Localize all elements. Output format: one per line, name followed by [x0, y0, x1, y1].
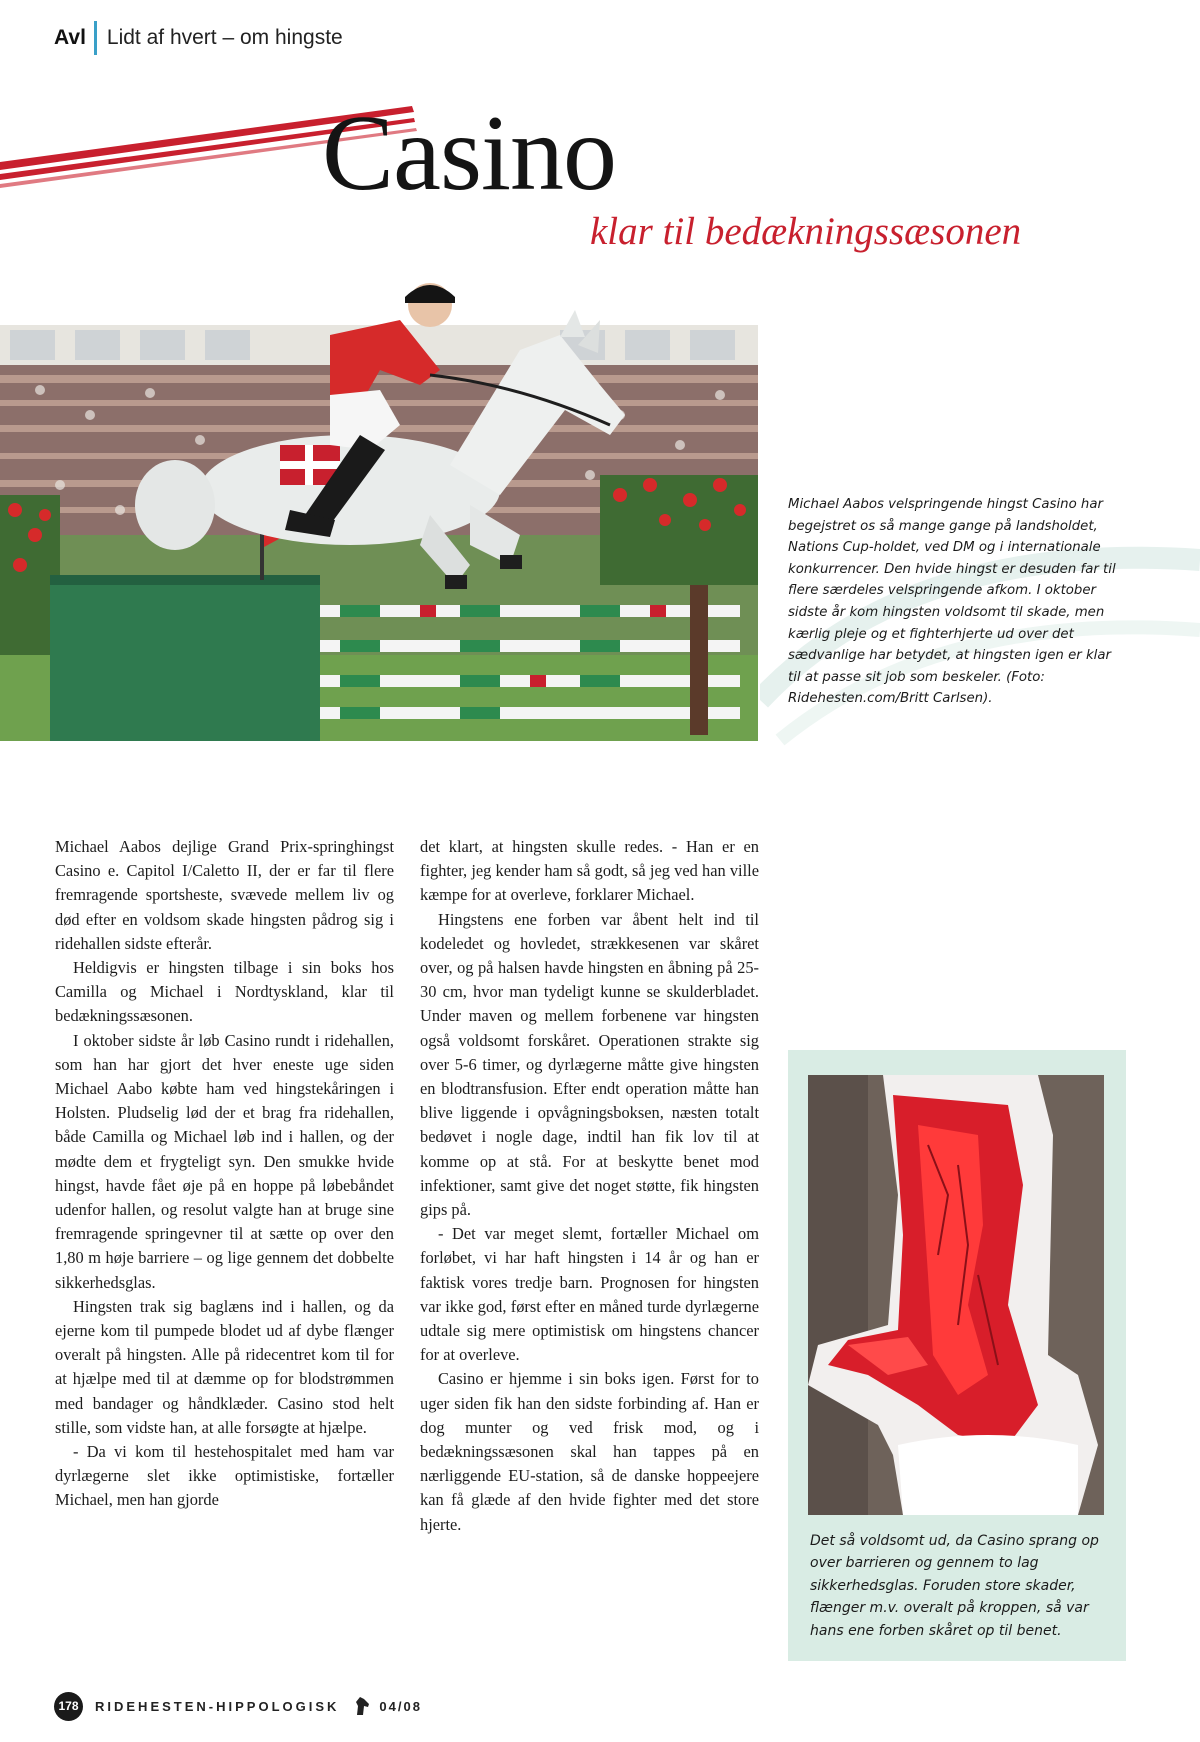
photo2-caption: Det så voldsomt ud, da Casino sprang op over barrieren og gennem to lag sikkerhedsglas. Foruden store skader, flænger m.v. overalt på kroppen, så var hans ene forben skåret op til benet. [810, 1533, 1099, 1639]
article-subtitle: klar til bedækningssæsonen [590, 210, 1022, 253]
paragraph: Heldigvis er hingsten tilbage i sin boks hos Camilla og Michael i Nordtyskland, klar til bedækningssæsonen. [55, 958, 394, 1026]
show-jumping-photo [0, 275, 758, 741]
injury-photo-box [788, 1050, 1126, 1661]
page-number: 178 [54, 1692, 83, 1721]
magazine-name: RIDEHESTEN-HIPPOLOGISK [95, 1698, 340, 1714]
section-label: Avl [54, 26, 86, 49]
paragraph: - Da vi kom til hestehospitalet med ham var dyrlægerne slet ikke optimistiske, fortæller Michael, men han gjorde [55, 1442, 394, 1510]
horse-head-icon [353, 1696, 371, 1716]
paragraph: Casino er hjemme i sin boks igen. Først for to uger siden fik han den sidste forbinding af. Han er dog munter og ved frisk mod, og i bedækningssæsonen skal han tappes på en nærliggende EU-station, så de danske hoppeejere kan få glæde af den hvide fighter med det store hjerte. [420, 1369, 759, 1534]
article-title: Casino [322, 94, 617, 213]
article-column-2 [420, 835, 759, 1537]
topic-label: Lidt af hvert – om hingste [106, 26, 343, 49]
page-footer [54, 1690, 422, 1722]
issue-number: 04/08 [379, 1698, 422, 1714]
header-divider [94, 21, 97, 55]
page-header [54, 20, 343, 56]
photo1-caption: Michael Aabos velspringende hingst Casino har begejstret os så mange gange på landsholdet, Nations Cup-holdet, ved DM og i internationale konkurrencer. Den hvide hingst er desuden far til flere særdeles velspringende afkom. I oktober sidste år kom hingsten voldsomt til skade, men kærlig pleje og et fighterhjerte ud over det sædvanlige har betydet, at hingsten igen er klar til at passe sit job som beskeler. (Foto: Ridehesten.com/Britt Carlsen). [788, 497, 1116, 707]
paragraph: det klart, at hingsten skulle redes. - Han er en fighter, jeg kender ham så godt, så jeg ved han ville kæmpe for at overleve, forklarer Michael. [420, 837, 759, 905]
paragraph: Hingstens ene forben var åbent helt ind til kodeledet og hovledet, strækkesenen var skåret over, og på halsen havde hingsten en åbning på 25-30 cm, hvor man tydeligt kunne se skulderbladet. Under maven og mellem forbenene var hingsten også voldsomt forskåret. Operationen strakte sig over 5-6 timer, og dyrlægerne måtte give hingsten en blodtransfusion. Efter endt operation måtte han blive liggende i opvågningsboksen, næsten totalt bedøvet i nogle dage, indtil han fik lov til at komme op at stå. For at beskytte benet mod infektioner, samt give det noget støtte, fik hingsten gips på. [420, 909, 759, 1220]
paragraph: I oktober sidste år løb Casino rundt i ridehallen, som han har gjort det hver eneste uge siden Michael Aabo købte ham ved hingstekåringen i Holsten. Pludselig lød der et brag fra ridehallen, både Camilla og Michael løb ind i hallen, og der mødte dem et frygteligt syn. Den smukke hvide hingst, havde fået øje på en hoppe på løbebåndet udenfor hallen, og resolut valgte han at bruge sine fremragende springevner til at sætte op over den 1,80 m høje barriere – og lige gennem det dobbelte sikkerhedsglas. [55, 1030, 394, 1292]
article-column-1 [55, 835, 394, 1513]
paragraph: - Det var meget slemt, fortæller Michael om forløbet, vi har haft hingsten i 14 år og han er faktisk vores tredje barn. Prognosen for hingsten var ikke god, først efter en måned turde dyrlægerne udtale sig mere optimistisk om hingstens chancer for at overleve. [420, 1224, 759, 1365]
paragraph: Hingsten trak sig baglæns ind i hallen, og da ejerne kom til pumpede blodet ud af dybe flænger overalt på hingsten. Alle på ridecentret kom til for at hjælpe med til at dæmme op for blodstrømmen med bandager og håndklæder. Casino stod helt stille, som vidste han, at alle forsøgte at hjælpe. [55, 1296, 394, 1437]
paragraph: Michael Aabos dejlige Grand Prix-springhingst Casino e. Capitol I/Caletto II, der er far til flere fremragende sportsheste, svævede mellem liv og død efter en voldsom skade hingsten pådrog sig i ridehallen sidste efterår. [55, 837, 394, 953]
injury-photo [808, 1075, 1104, 1515]
